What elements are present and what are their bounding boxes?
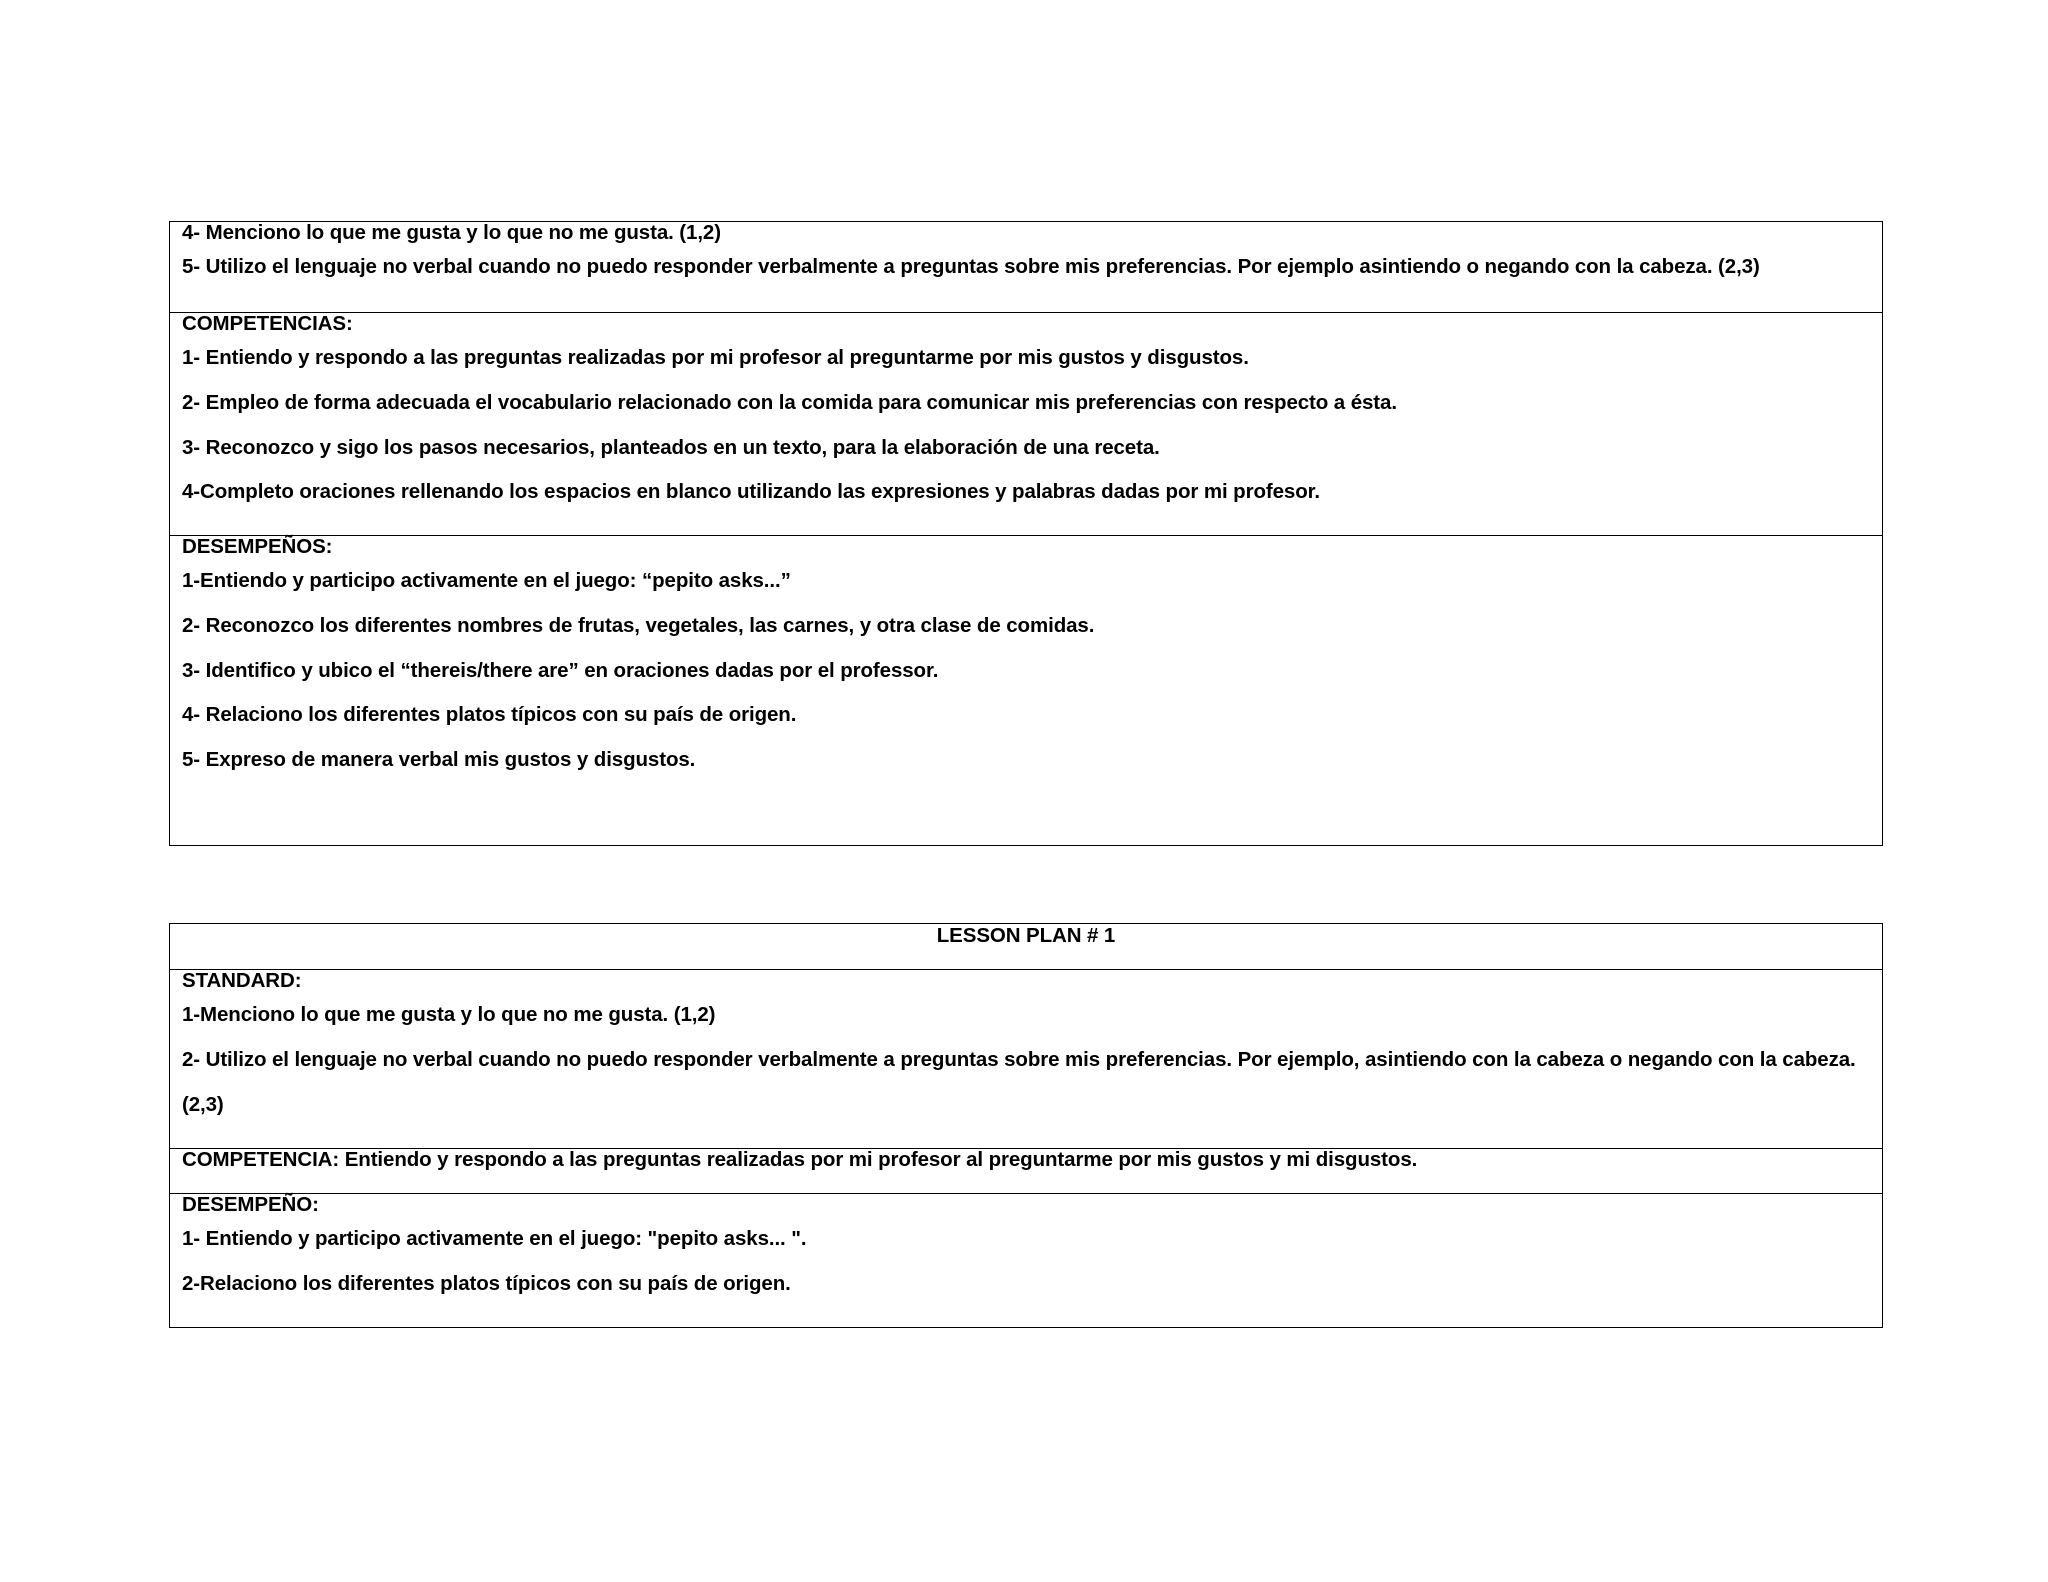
desempenos-section bbox=[170, 536, 1882, 782]
standard-continuation-section bbox=[170, 222, 1882, 313]
competencia-item-4: 4-Completo oraciones rellenando los espacios en blanco utilizando las expresiones y palabras dadas por mi profesor. bbox=[182, 480, 1320, 503]
desempeno-item-5: 5- Expreso de manera verbal mis gustos y disgustos. bbox=[182, 747, 696, 771]
competencia-item-1: 1- Entiendo y respondo a las preguntas realizadas por mi profesor al preguntarme por mis gustos y disgustos. bbox=[182, 346, 1249, 369]
desempeno-item-4: 4- Relaciono los diferentes platos típicos con su país de origen. bbox=[182, 703, 797, 726]
standard-item-2-continued: (2,3) bbox=[182, 1092, 224, 1116]
desempeno-item-2: 2-Relaciono los diferentes platos típicos con su país de origen. bbox=[182, 1272, 791, 1295]
standard-item-5: 5- Utilizo el lenguaje no verbal cuando no puedo responder verbalmente a preguntas sobre mis preferencias. Por ejemplo asintiendo o negando con la cabeza. (2,3) bbox=[182, 255, 1760, 278]
competencia-text: COMPETENCIA: Entiendo y respondo a las preguntas realizadas por mi profesor al preguntarme por mis gustos y mi disgustos. bbox=[182, 1148, 1418, 1171]
lesson-plan-title: LESSON PLAN # 1 bbox=[936, 924, 1116, 947]
competencias-heading: COMPETENCIAS: bbox=[182, 312, 353, 335]
desempeno-item-2: 2- Reconozco los diferentes nombres de frutas, vegetales, las carnes, y otra clase de comidas. bbox=[182, 614, 1095, 637]
standard-item-1: 1-Menciono lo que me gusta y lo que no me gusta. (1,2) bbox=[182, 1003, 716, 1026]
desempeno-heading: DESEMPEÑO: bbox=[182, 1193, 319, 1216]
desempeno-item-1: 1-Entiendo y participo activamente en el juego: “pepito asks...” bbox=[182, 569, 791, 592]
standard-heading: STANDARD: bbox=[182, 969, 302, 992]
lesson-plan-title-row bbox=[170, 924, 1882, 970]
standard-item-4: 4- Menciono lo que me gusta y lo que no me gusta. (1,2) bbox=[182, 221, 721, 244]
standard-section bbox=[170, 970, 1882, 1149]
competencia-item-2: 2- Empleo de forma adecuada el vocabulario relacionado con la comida para comunicar mis preferencias con respecto a ésta. bbox=[182, 391, 1397, 414]
desempeno-item-3: 3- Identifico y ubico el “thereis/there are” en oraciones dadas por el professor. bbox=[182, 658, 939, 682]
desempeno-section bbox=[170, 1194, 1882, 1307]
continuation-table bbox=[169, 221, 1883, 846]
standard-item-2: 2- Utilizo el lenguaje no verbal cuando no puedo responder verbalmente a preguntas sobre mis preferencias. Por ejemplo, asintiendo con la cabeza o negando con la cabeza. bbox=[182, 1048, 1856, 1071]
desempeno-item-1: 1- Entiendo y participo activamente en el juego: "pepito asks... ". bbox=[182, 1227, 807, 1250]
competencia-item-3: 3- Reconozco y sigo los pasos necesarios, planteados en un texto, para la elaboración de una receta. bbox=[182, 435, 1160, 459]
lesson-plan-table bbox=[169, 923, 1883, 1328]
desempenos-heading: DESEMPEÑOS: bbox=[182, 535, 333, 558]
competencia-row bbox=[170, 1149, 1882, 1194]
competencias-section bbox=[170, 313, 1882, 536]
